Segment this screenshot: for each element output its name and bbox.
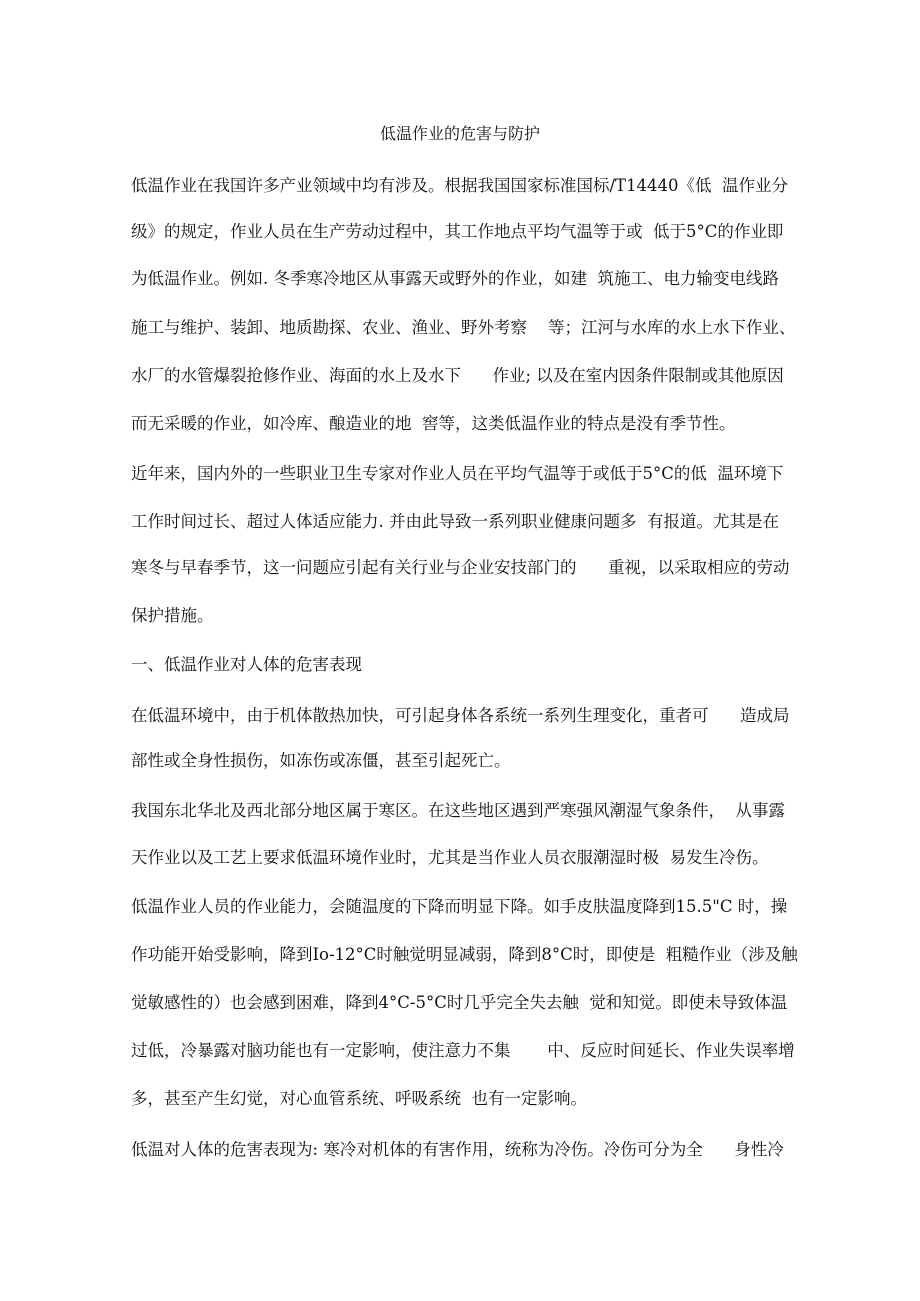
text-line: 为低温作业。例如. 冬季寒冷地区从事露天或野外的作业，如建 筑施工、电力输变电线路 (131, 269, 779, 288)
text-line: 水厂的水管爆裂抢修作业、海面的水上及水下 作业; 以及在室内因条件限制或其他原因 (131, 366, 784, 385)
text-line: 低温作业在我国许多产业领域中均有涉及。根据我国国家标准国标/T14440《低 温作业分 (131, 176, 789, 195)
text-line: 低温作业人员的作业能力，会随温度的下降而明显下降。如手皮肤温度降到15.5"C 时，操 (131, 897, 788, 916)
text-line: 而无采暖的作业，如冷库、酿造业的地 窖等，这类低温作业的特点是没有季节性。 (131, 414, 736, 433)
text-line: 低温对人体的危害表现为: 寒冷对机体的有害作用，统称为冷伤。冷伤可分为全 身性冷 (131, 1140, 784, 1159)
text-line: 过低，冷暴露对脑功能也有一定影响，使注意力不集 中、反应时间延长、作业失误率增 (131, 1041, 795, 1060)
text-line: 觉敏感性的）也会感到困难，降到4°C-5°C时几乎完全失去触 觉和知觉。即使未导致体温 (131, 993, 788, 1012)
text-line: 部性或全身性损伤，如冻伤或冻僵，甚至引起死亡。 (131, 751, 511, 770)
text-line: 施工与维护、装卸、地质勘探、农业、渔业、野外考察 等；江河与水库的水上水下作业、 (131, 318, 796, 337)
text-line: 级》的规定，作业人员在生产劳动过程中，其工作地点平均气温等于或 低于5°C的作业即 (131, 222, 784, 241)
text-line: 在低温环境中，由于机体散热加快，可引起身体各系统一系列生理变化，重者可 造成局 (131, 706, 790, 725)
text-line: 寒冬与早春季节，这一问题应引起有关行业与企业安技部门的 重视，以采取相应的劳动 (131, 558, 790, 577)
text-line: 保护措施。 (131, 606, 214, 625)
text-line: 近年来，国内外的一些职业卫生专家对作业人员在平均气温等于或低于5°C的低 温环境下 (131, 464, 784, 483)
section-heading: 一、低温作业对人体的危害表现 (131, 655, 362, 674)
text-line: 天作业以及工艺上要求低温环境作业时，尤其是当作业人员衣服潮湿时极 易发生冷伤。 (131, 848, 769, 867)
page-title: 低温作业的危害与防护 (379, 124, 540, 143)
text-line: 我国东北华北及西北部分地区属于寒区。在这些地区遇到严寒强风潮湿气象条件， 从事露 (131, 801, 785, 820)
text-line: 工作时间过长、超过人体适应能力. 并由此导致一系列职业健康问题多 有报道。尤其是在 (131, 512, 779, 531)
text-line: 多，甚至产生幻觉，对心血管系统、呼吸系统 也有一定影响。 (131, 1089, 587, 1108)
text-line: 作功能开始受影响，降到Io-12°C时触觉明显减弱，降到8°C时，即使是 粗糙作业（涉及触 (131, 945, 798, 964)
